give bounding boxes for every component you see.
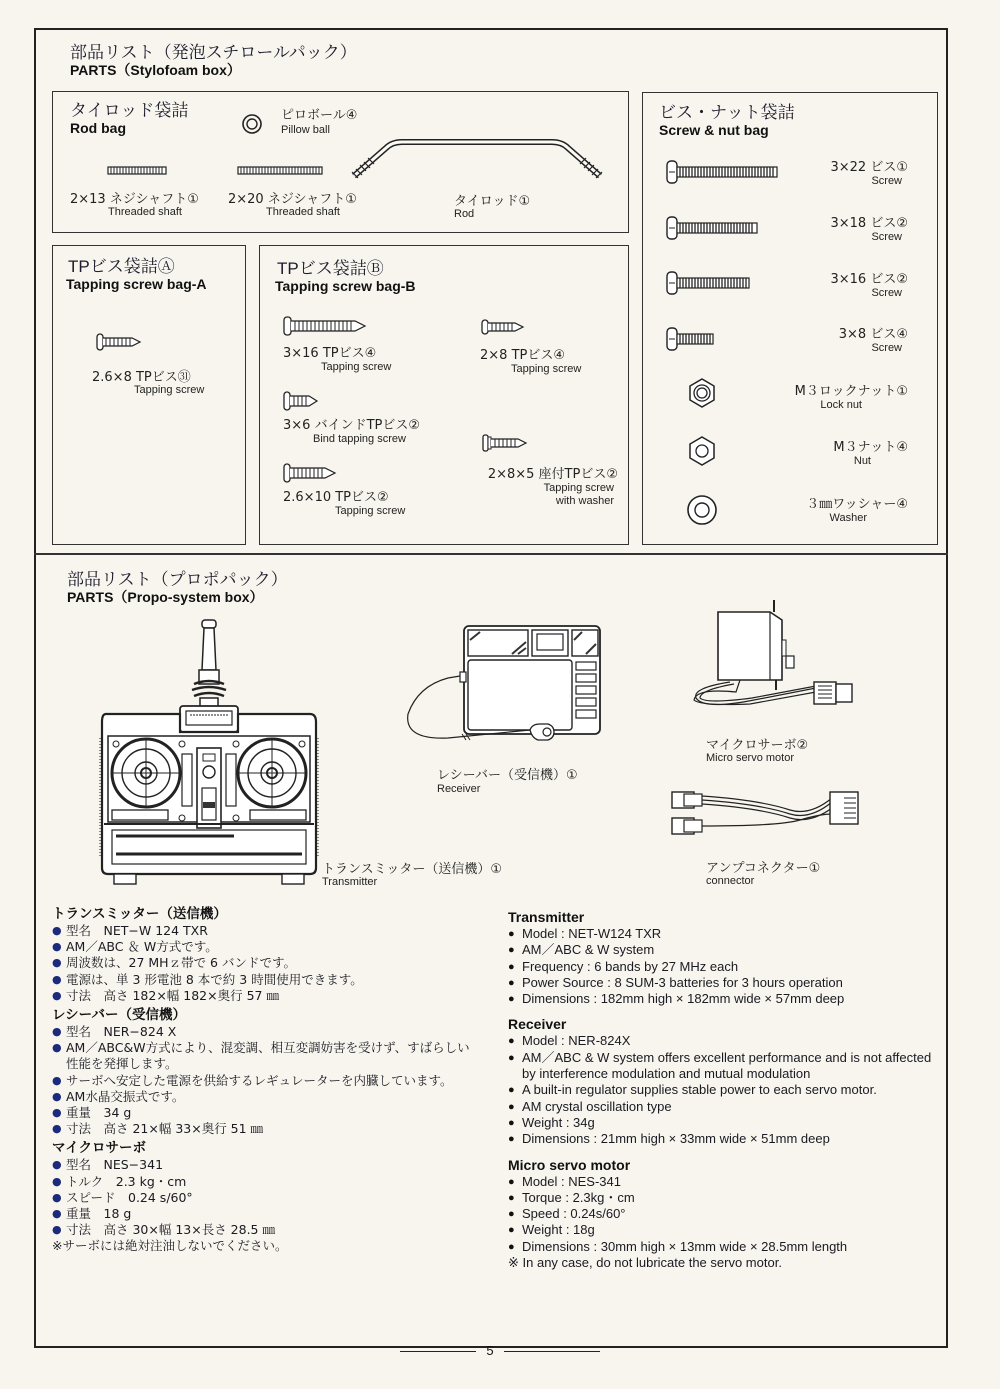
tapping-screw-icon bbox=[283, 463, 337, 483]
spec-jp-item: ● 型名 NER−824 X bbox=[52, 1024, 482, 1040]
stylofoam-title-en: PARTS（Stylofoam box） bbox=[70, 62, 241, 78]
stylofoam-title-jp: 部品リスト（発泡スチロールパック） bbox=[70, 43, 357, 62]
transmitter-icon bbox=[98, 618, 320, 888]
tp-bag-a-title-en: Tapping screw bag-A bbox=[66, 276, 207, 292]
spec-jp-servo-list bbox=[52, 1157, 482, 1254]
shaft-2x13-label-en: Threaded shaft bbox=[108, 206, 182, 218]
spec-en-item: ● A built-in regulator supplies stable power to each servo motor. bbox=[508, 1082, 936, 1098]
washer-icon bbox=[686, 494, 718, 526]
connector-icon bbox=[670, 790, 862, 840]
tp-bag-b-title-jp: TPビス袋詰Ⓑ bbox=[277, 259, 384, 278]
screw-nut-bag-title-en: Screw & nut bag bbox=[659, 122, 769, 138]
tp-2-6x10-label-jp: 2.6×10 TPビス② bbox=[283, 490, 389, 505]
lock-nut-label-en: Lock nut bbox=[820, 399, 862, 411]
spec-en-item: ● Weight : 34g bbox=[508, 1115, 936, 1131]
shaft-2x13-label-jp: 2×13 ネジシャフト① bbox=[70, 192, 199, 207]
spec-jp-transmitter-title: トランスミッター（送信機） bbox=[52, 906, 227, 922]
tp-2-6x8-label-en: Tapping screw bbox=[134, 384, 205, 396]
screw-3x8-label-en: Screw bbox=[871, 342, 902, 354]
washer-label-en: Washer bbox=[829, 512, 867, 524]
rod-bag-title-jp: タイロッド袋詰 bbox=[70, 101, 189, 120]
threaded-shaft-icon bbox=[238, 166, 324, 176]
spec-jp-servo-note: ※サーボには絶対注油しないでください。 bbox=[52, 1238, 288, 1254]
washer-tp-2x8x5-label-jp: 2×8×5 座付TPビス② bbox=[487, 467, 618, 482]
screw-3x18-label-en: Screw bbox=[871, 231, 902, 243]
spec-en-item: ● AM／ABC & W system offers excellent performance and is not affected by interference modulation and mutual modulation bbox=[508, 1050, 936, 1083]
spec-jp-item: ● AM／ABC ＆ W方式です。 bbox=[52, 939, 482, 955]
spec-en-item: ● Dimensions : 21mm high × 33mm wide × 51mm deep bbox=[508, 1131, 936, 1147]
tie-rod-icon bbox=[346, 128, 606, 188]
specs-en bbox=[508, 909, 936, 1271]
lock-nut-label-jp: M３ロックナット① bbox=[794, 384, 908, 399]
servo-icon bbox=[690, 600, 860, 712]
spec-en-receiver-list bbox=[508, 1033, 936, 1147]
shaft-2x20-label-en: Threaded shaft bbox=[266, 206, 340, 218]
bind-tp-3x6-label-en: Bind tapping screw bbox=[313, 433, 406, 445]
spec-en-item: ● Weight : 18g bbox=[508, 1222, 936, 1238]
servo-label-en: Micro servo motor bbox=[706, 752, 795, 764]
receiver-icon bbox=[404, 624, 604, 754]
tp-bag-b-title-en: Tapping screw bag-B bbox=[275, 278, 416, 294]
machine-screw-icon bbox=[666, 326, 716, 352]
spec-en-servo-title: Micro servo motor bbox=[508, 1156, 631, 1173]
section-divider bbox=[34, 553, 948, 555]
nut-icon bbox=[689, 436, 715, 466]
spec-jp-receiver-title: レシーバー（受信機） bbox=[52, 1007, 186, 1024]
spec-jp-servo-title: マイクロサーボ bbox=[52, 1140, 146, 1157]
spec-jp-item: ● 重量 18 g bbox=[52, 1206, 482, 1222]
tp-2-6x10-label-en: Tapping screw bbox=[335, 505, 406, 517]
connector-label-en: connector bbox=[706, 875, 755, 887]
spec-jp-item: ● トルク 2.3 kg・cm bbox=[52, 1174, 482, 1190]
spec-jp-item: ● 型名 NET−W 124 TXR bbox=[52, 923, 482, 939]
spec-jp-receiver-list bbox=[52, 1024, 482, 1137]
screw-3x16-label-jp: 3×16 ビス② bbox=[830, 272, 908, 287]
connector-label-jp: アンプコネクター① bbox=[706, 861, 821, 876]
lock-nut-icon bbox=[688, 378, 716, 408]
receiver-label-jp: レシーバー（受信機）① bbox=[437, 768, 578, 783]
servo-label-jp: マイクロサーボ② bbox=[706, 738, 809, 753]
pillow-ball-label-jp: ピロボール④ bbox=[281, 108, 358, 123]
washer-tp-2x8x5-label-en: Tapping screw bbox=[543, 482, 614, 494]
spec-jp-item: ● スピード 0.24 s/60° bbox=[52, 1190, 482, 1206]
spec-jp-item: ● AM水晶交振式です。 bbox=[52, 1089, 482, 1105]
washer-tp-2x8x5-label-en2: with washer bbox=[555, 495, 614, 507]
specs-jp bbox=[52, 906, 482, 1255]
spec-en-item: ● Dimensions : 30mm high × 13mm wide × 28.5mm length bbox=[508, 1239, 936, 1255]
spec-en-transmitter-title: Transmitter bbox=[508, 909, 585, 925]
screw-3x8-label-jp: 3×8 ビス④ bbox=[838, 327, 908, 342]
rod-bag-title-en: Rod bag bbox=[70, 120, 126, 136]
screw-3x16-label-en: Screw bbox=[871, 287, 902, 299]
spec-jp-item: ● 電源は、単 3 形電池 8 本で約 3 時間使用できます。 bbox=[52, 972, 482, 988]
spec-jp-item: ● サーボへ安定した電源を供給するレギュレーターを内臓しています。 bbox=[52, 1073, 482, 1089]
tapping-screw-icon bbox=[283, 315, 367, 337]
spec-en-receiver-title: Receiver bbox=[508, 1016, 567, 1033]
spec-en-item: ● AM／ABC & W system bbox=[508, 942, 936, 958]
washer-label-jp: ３㎜ワッシャー④ bbox=[806, 497, 908, 512]
screw-3x22-label-en: Screw bbox=[871, 175, 902, 187]
spec-jp-item: ● 寸法 高さ 30×幅 13×長さ 28.5 ㎜ bbox=[52, 1222, 482, 1238]
tp-2-6x8-label-jp: 2.6×8 TPビス㉛ bbox=[92, 370, 191, 385]
spec-en-item: ● Power Source : 8 SUM-3 batteries for 3 hours operation bbox=[508, 975, 936, 991]
nut-label-en: Nut bbox=[853, 455, 871, 467]
nut-label-jp: M３ナット④ bbox=[833, 440, 908, 455]
bind-tp-3x6-label-jp: 3×6 バインドTPビス② bbox=[283, 418, 421, 433]
shaft-2x20-label-jp: 2×20 ネジシャフト① bbox=[228, 192, 357, 207]
pillow-ball-icon bbox=[240, 112, 264, 136]
pillow-ball-label-en: Pillow ball bbox=[281, 124, 330, 136]
tp-bag-a-title-jp: TPビス袋詰Ⓐ bbox=[68, 257, 175, 276]
spec-jp-item: ● 寸法 高さ 182×幅 182×奥行 57 ㎜ bbox=[52, 988, 482, 1004]
propo-title-en: PARTS（Propo-system box） bbox=[67, 589, 264, 605]
spec-en-item: ● Torque : 2.3kg・cm bbox=[508, 1190, 936, 1206]
spec-en-servo-list bbox=[508, 1174, 936, 1272]
spec-en-item: ● Model : NES-341 bbox=[508, 1174, 936, 1190]
spec-en-item: ● Model : NER-824X bbox=[508, 1033, 936, 1049]
page-number: 5 bbox=[486, 1343, 494, 1358]
tapping-screw-icon bbox=[96, 333, 142, 351]
spec-jp-item: ● 寸法 高さ 21×幅 33×奥行 51 ㎜ bbox=[52, 1121, 482, 1137]
tie-rod-label-jp: タイロッド① bbox=[454, 194, 531, 209]
screw-nut-bag-title-jp: ビス・ナット袋詰 bbox=[659, 103, 795, 122]
spec-jp-item: ● 型名 NES−341 bbox=[52, 1157, 482, 1173]
tp-3x16-label-jp: 3×16 TPビス④ bbox=[283, 346, 377, 361]
spec-en-item: ● AM crystal oscillation type bbox=[508, 1099, 936, 1115]
transmitter-label-en: Transmitter bbox=[322, 876, 378, 888]
page-number-rule-right bbox=[504, 1351, 600, 1352]
spec-en-transmitter-list bbox=[508, 926, 936, 1007]
spec-en-item: ● Frequency : 6 bands by 27 MHz each bbox=[508, 959, 936, 975]
tapping-screw-icon bbox=[481, 319, 525, 335]
machine-screw-icon bbox=[666, 270, 752, 296]
tp-2x8-label-jp: 2×8 TPビス④ bbox=[480, 348, 566, 363]
bind-tapping-screw-icon bbox=[283, 391, 319, 411]
spec-jp-item: ● 周波数は、27 MHｚ帯で 6 バンドです。 bbox=[52, 955, 482, 971]
machine-screw-icon bbox=[666, 215, 760, 241]
tie-rod-label-en: Rod bbox=[454, 208, 475, 220]
page-number-rule-left bbox=[400, 1351, 476, 1352]
receiver-label-en: Receiver bbox=[437, 783, 481, 795]
spec-jp-item: ● 重量 34 g bbox=[52, 1105, 482, 1121]
spec-en-item: ● Dimensions : 182mm high × 182mm wide × 57mm deep bbox=[508, 991, 936, 1007]
threaded-shaft-icon bbox=[108, 166, 168, 176]
spec-jp-item: ● AM／ABC&W方式により、混変調、相互変調妨害を受けず、すばらしい性能を発揮します。 bbox=[52, 1040, 482, 1072]
screw-3x22-label-jp: 3×22 ビス① bbox=[830, 160, 908, 175]
machine-screw-icon bbox=[666, 159, 780, 185]
screw-3x18-label-jp: 3×18 ビス② bbox=[830, 216, 908, 231]
spec-jp-transmitter-list bbox=[52, 923, 482, 1004]
spec-en-item: ● Model : NET-W124 TXR bbox=[508, 926, 936, 942]
spec-en-servo-note: ※ In any case, do not lubricate the servo motor. bbox=[508, 1255, 782, 1271]
spec-en-item: ● Speed : 0.24s/60° bbox=[508, 1206, 936, 1222]
tp-2x8-label-en: Tapping screw bbox=[511, 363, 582, 375]
washer-tapping-screw-icon bbox=[482, 434, 528, 452]
propo-title-jp: 部品リスト（プロポパック） bbox=[67, 570, 288, 589]
transmitter-label-jp: トランスミッター（送信機）① bbox=[322, 862, 503, 877]
tp-3x16-label-en: Tapping screw bbox=[321, 361, 392, 373]
